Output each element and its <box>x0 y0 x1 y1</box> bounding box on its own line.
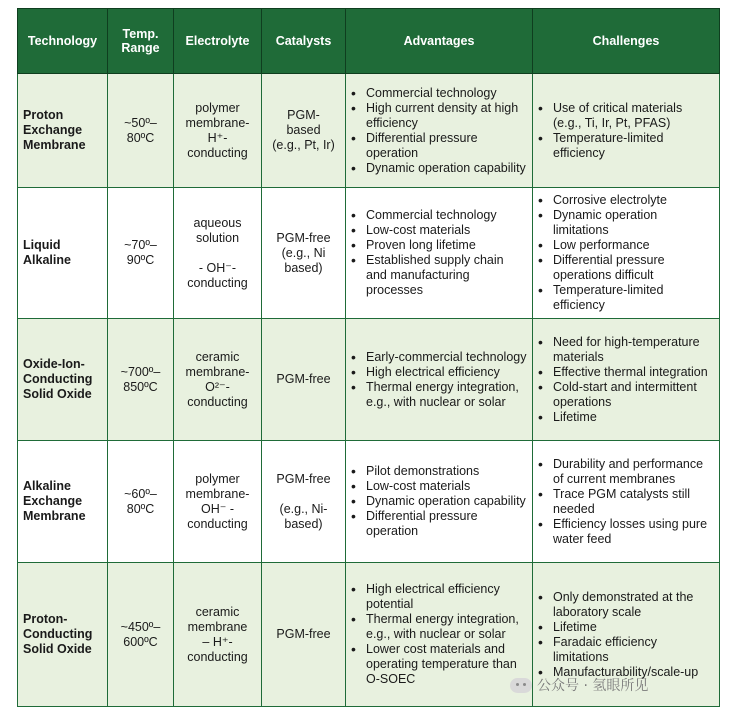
technology-cell <box>18 188 108 319</box>
advantages-cell-list <box>351 86 527 176</box>
bullet-item: • Thermal energy integration, e.g., with nuclear or solar <box>351 612 527 642</box>
electrolyte-cell <box>174 563 262 707</box>
table-row <box>18 319 720 441</box>
temp-range-cell-line: 850ºC <box>123 379 158 394</box>
catalysts-cell-line: based) <box>284 260 323 275</box>
catalysts-cell-line: PGM-free <box>276 372 331 386</box>
electrolyte-cell <box>174 188 262 319</box>
header-row <box>18 9 720 74</box>
bullet-item: • Early-commercial technology <box>351 350 527 365</box>
bullet-item: • Low performance <box>538 238 714 253</box>
bullet-item: • High current density at high efficiency <box>351 101 527 131</box>
technology-cell-line: Alkaline <box>23 479 71 493</box>
temp-range-cell-line: 90ºC <box>126 253 155 267</box>
bullet-item: • High electrical efficiency potential <box>351 582 527 612</box>
bullet-item: • Efficiency losses using pure water feed <box>538 517 714 547</box>
bullet-item: • Effective thermal integration <box>538 365 714 380</box>
electrolyte-cell-line: membrane- <box>185 115 250 130</box>
catalysts-cell <box>262 441 346 563</box>
technology-cell-line: Membrane <box>23 138 86 152</box>
challenges-cell <box>533 188 720 319</box>
wechat-logo-icon <box>510 678 532 693</box>
technology-cell <box>18 563 108 707</box>
bullet-item: • Only demonstrated at the laboratory scale <box>538 590 714 620</box>
temp-range-cell-line: ~60º– <box>124 486 157 501</box>
bullet-item: • Established supply chain and manufacturing processes <box>351 253 527 298</box>
electrolyte-cell-line: conducting <box>187 516 248 531</box>
bullet-item: • Corrosive electrolyte <box>538 193 714 208</box>
electrolyte-cell-line: membrane- <box>185 486 250 501</box>
catalysts-cell-line: based <box>286 123 321 137</box>
advantages-cell-list <box>351 350 527 410</box>
technology-cell <box>18 441 108 563</box>
advantages-cell <box>346 188 533 319</box>
header-temp-line: Temp. <box>122 27 159 41</box>
temp-range-cell-line: 80ºC <box>126 130 155 145</box>
electrolyte-cell-line: membrane- <box>185 364 250 379</box>
technology-cell-line: Liquid <box>23 238 61 252</box>
bullet-item: • Lifetime <box>538 410 714 425</box>
bullet-item: • Differential pressure operation <box>351 509 527 539</box>
catalysts-cell <box>262 563 346 707</box>
bullet-item: • Use of critical materials (e.g., Ti, Ir, Pt, PFAS) <box>538 101 714 131</box>
catalysts-cell-line: PGM-free <box>276 471 331 486</box>
electrolysis-technology-table <box>17 8 720 707</box>
catalysts-cell-line: (e.g., Ni- <box>279 501 328 516</box>
table-body <box>18 74 720 707</box>
bullet-item: • Lifetime <box>538 620 714 635</box>
bullet-item: • Temperature-limited efficiency <box>538 283 714 313</box>
temp-range-cell-line: 80ºC <box>126 501 155 516</box>
electrolyte-cell <box>174 319 262 441</box>
bullet-item: • Commercial technology <box>351 86 527 101</box>
header-temp-range <box>108 9 174 74</box>
electrolyte-cell-line: ceramic <box>195 604 240 619</box>
bullet-item: • Dynamic operation capability <box>351 161 527 176</box>
electrolyte-cell-line: H⁺- <box>207 130 228 145</box>
technology-cell-line: Solid Oxide <box>23 642 92 656</box>
bullet-item: • Differential pressure operation <box>351 131 527 161</box>
catalysts-cell-line: PGM-free <box>276 230 331 245</box>
advantages-cell <box>346 74 533 188</box>
catalysts-cell-line: (e.g., Ni <box>281 245 326 260</box>
technology-cell-line: Alkaline <box>23 253 71 267</box>
catalysts-cell <box>262 319 346 441</box>
temp-range-cell <box>108 188 174 319</box>
advantages-cell <box>346 563 533 707</box>
electrolyte-cell-line: solution <box>195 230 240 245</box>
technology-cell-line: Conducting <box>23 372 93 386</box>
advantages-cell <box>346 319 533 441</box>
bullet-item: • Need for high-temperature materials <box>538 335 714 365</box>
catalysts-cell-line: (e.g., Pt, Ir) <box>272 138 335 152</box>
header-catalysts: Catalysts <box>262 9 346 74</box>
challenges-cell-list <box>538 101 714 161</box>
bullet-item: • Thermal energy integration, e.g., with nuclear or solar <box>351 380 527 410</box>
technology-cell-line: Membrane <box>23 509 86 523</box>
electrolyte-cell-line: aqueous <box>193 215 242 230</box>
header-challenges: Challenges <box>533 9 720 74</box>
electrolyte-cell-line: - OH⁻- <box>198 260 237 275</box>
challenges-cell-list <box>538 590 714 680</box>
electrolyte-cell-line: conducting <box>187 394 248 409</box>
catalysts-cell-line: based) <box>284 516 323 531</box>
challenges-cell <box>533 441 720 563</box>
advantages-cell-list <box>351 582 527 687</box>
bullet-item: • Commercial technology <box>351 208 527 223</box>
advantages-cell-list <box>351 464 527 539</box>
watermark-text: 公众号 · 氢眼所见 <box>537 678 649 694</box>
temp-range-cell <box>108 74 174 188</box>
bullet-item: • Faradaic efficiency limitations <box>538 635 714 665</box>
challenges-cell <box>533 319 720 441</box>
electrolyte-cell-line: O²⁻- <box>205 379 230 394</box>
bullet-item: • Low-cost materials <box>351 479 527 494</box>
temp-range-cell-line: ~450º– <box>120 619 161 634</box>
challenges-cell-list <box>538 335 714 425</box>
electrolyte-cell <box>174 74 262 188</box>
bullet-item: • Pilot demonstrations <box>351 464 527 479</box>
temp-range-cell-line: 600ºC <box>123 634 158 649</box>
temp-range-cell-line: ~700º– <box>120 364 161 379</box>
challenges-cell-list <box>538 193 714 313</box>
temp-range-cell-line: ~70º– <box>124 238 157 252</box>
catalysts-cell-line: PGM-free <box>276 627 331 641</box>
header-temp-line: Range <box>121 41 160 55</box>
temp-range-cell <box>108 441 174 563</box>
electrolyte-cell-line: OH⁻ - <box>201 501 234 516</box>
electrolyte-cell-line: polymer <box>195 100 240 115</box>
bullet-item: • Manufacturability/scale-up <box>538 665 714 680</box>
bullet-item: • Low-cost materials <box>351 223 527 238</box>
bullet-item: • Dynamic operation capability <box>351 494 527 509</box>
catalysts-cell <box>262 188 346 319</box>
electrolyte-cell-line: conducting <box>187 649 248 664</box>
table-row <box>18 74 720 188</box>
technology-cell-line: Solid Oxide <box>23 387 92 401</box>
catalysts-cell <box>262 74 346 188</box>
technology-cell-line: Exchange <box>23 123 83 137</box>
technology-cell-line: Conducting <box>23 627 93 641</box>
bullet-item: • Dynamic operation limitations <box>538 208 714 238</box>
technology-cell-line: Exchange <box>23 494 83 508</box>
technology-cell-line: Proton- <box>23 612 68 626</box>
temp-range-cell <box>108 319 174 441</box>
electrolyte-cell-line: – H⁺- <box>202 634 233 649</box>
electrolyte-cell-line: conducting <box>187 275 248 290</box>
electrolyte-cell <box>174 441 262 563</box>
electrolyte-cell-line: polymer <box>195 471 240 486</box>
electrolyte-cell-line: conducting <box>187 145 248 160</box>
bullet-item: • Lower cost materials and operating temperature than O-SOEC <box>351 642 527 687</box>
header-technology: Technology <box>18 9 108 74</box>
table-row <box>18 188 720 319</box>
technology-cell-line: Proton <box>23 108 64 122</box>
advantages-cell <box>346 441 533 563</box>
catalysts-cell-line: PGM- <box>287 108 320 122</box>
technology-cell-line: Oxide-Ion- <box>23 357 85 371</box>
bullet-item: • Proven long lifetime <box>351 238 527 253</box>
bullet-item: • Cold-start and intermittent operations <box>538 380 714 410</box>
table-row <box>18 441 720 563</box>
technology-cell <box>18 319 108 441</box>
bullet-item: • High electrical efficiency <box>351 365 527 380</box>
challenges-cell <box>533 74 720 188</box>
bullet-item: • Differential pressure operations difficult <box>538 253 714 283</box>
watermark <box>510 675 648 695</box>
bullet-item: • Temperature-limited efficiency <box>538 131 714 161</box>
bullet-item: • Durability and performance of current membranes <box>538 457 714 487</box>
electrolyte-cell-line: ceramic <box>195 349 240 364</box>
technology-cell <box>18 74 108 188</box>
header-electrolyte: Electrolyte <box>174 9 262 74</box>
header-advantages: Advantages <box>346 9 533 74</box>
temp-range-cell-line: ~50º– <box>124 115 157 130</box>
temp-range-cell <box>108 563 174 707</box>
bullet-item: • Trace PGM catalysts still needed <box>538 487 714 517</box>
advantages-cell-list <box>351 208 527 298</box>
electrolyte-cell-line: membrane <box>187 619 248 634</box>
challenges-cell-list <box>538 457 714 547</box>
